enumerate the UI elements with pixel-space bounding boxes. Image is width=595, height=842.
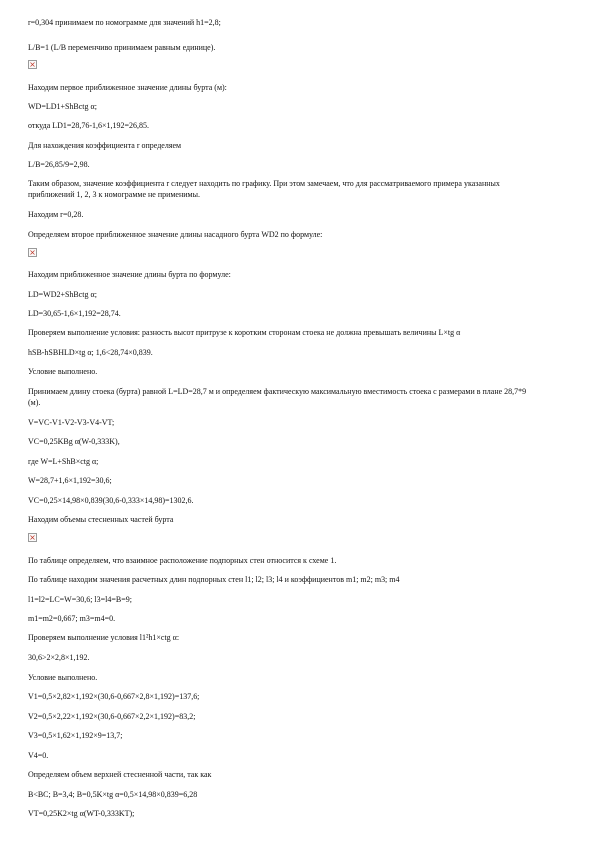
text-line: Определяем объем верхней стесненной части, так как [28,769,212,779]
text-line: LD=30,65-1,6×1,192=28,74. [28,308,121,318]
text-line: По таблице определяем, что взаимное расположение подпорных стен относится к схеме 1. [28,555,337,565]
text-line: VC=0,25×14,98×0,839(30,6-0,333×14,98)=1302,6. [28,495,194,505]
broken-image-icon: × [29,248,36,257]
text-line: L/B=1 (L/B переменчиво принимаем равным единице). [28,42,216,52]
text-paragraph: Принимаем длину стоека (бурта) равной L=LD=28,7 м и определяем фактическую максимальную вместимость стоека с размерами в плане 28,7*9 (м). [28,386,527,407]
text-line: l1=l2=LC=W=30,6; l3=l4=B=9; [28,594,132,604]
text-line: r=0,304 принимаем по номограмме для значений h1=2,8; [28,17,221,27]
text-line: V2=0,5×2,22×1,192×(30,6-0,667×2,2×1,192)=83,2; [28,711,196,721]
text-line: W=28,7+1,6×1,192=30,6; [28,475,112,485]
text-line: Находим объемы стесненных частей бурта [28,514,174,524]
text-line: Условие выполнено. [28,366,98,376]
text-line: B<BC; B=3,4; B=0,5K×tg α=0,5×14,98×0,839=6,28 [28,789,198,799]
text-line: Определяем второе приближенное значение длины насадного бурта WD2 по формуле: [28,229,323,239]
text-line: Проверяем выполнение условия l1²h1×ctg α: [28,632,180,642]
text-line: hSB-hSBHLD×tg α; 1,6<28,74×0,839. [28,347,153,357]
text-line: По таблице находим значения расчетных длин подпорных стен l1; l2; l3; l4 и коэффициентов m1; m2; m3; m4 [28,574,400,584]
text-line: Находим первое приближенное значение длины бурта (м): [28,82,227,92]
text-line: V3=0,5×1,62×1,192×9=13,7; [28,730,123,740]
broken-image-icon: × [29,60,36,69]
text-line: где W=L+ShB×ctg α; [28,456,99,466]
text-line: L/B=26,85/9=2,98. [28,159,90,169]
text-line: V4=0. [28,750,49,760]
text-line: Условие выполнено. [28,672,98,682]
text-line: LD=WD2+ShBctg α; [28,289,97,299]
text-paragraph: Таким образом, значение коэффициента r следует находить по графику. При этом замечаем, что для рассматриваемого примера указанных приближений 1, 2, 3 к номограмме не применимы. [28,178,500,199]
text-line: VT=0,25K2×tg α(WT-0,333KT); [28,808,135,818]
text-line: VC=0,25KBg α(W-0,333K), [28,436,120,446]
broken-image-icon: × [29,533,36,542]
text-line: Находим r=0,28. [28,209,84,219]
text-line: Находим приближенное значение длины бурта по формуле: [28,269,231,279]
text-line: откуда LD1=28,76-1,6×1,192=26,85. [28,120,150,130]
text-line: WD=LD1+ShBctg α; [28,101,97,111]
text-line: 30,6>2×2,8×1,192. [28,652,90,662]
text-line: m1=m2=0,667; m3=m4=0. [28,613,116,623]
text-line: Для нахождения коэффициента r определяем [28,140,182,150]
text-line: V1=0,5×2,82×1,192×(30,6-0,667×2,8×1,192)=137,6; [28,691,200,701]
text-line: Проверяем выполнение условия: разность высот притрузе к коротким сторонам стоека не должна превышать величины L×tg α [28,327,461,337]
text-line: V=VC-V1-V2-V3-V4-VT; [28,417,115,427]
